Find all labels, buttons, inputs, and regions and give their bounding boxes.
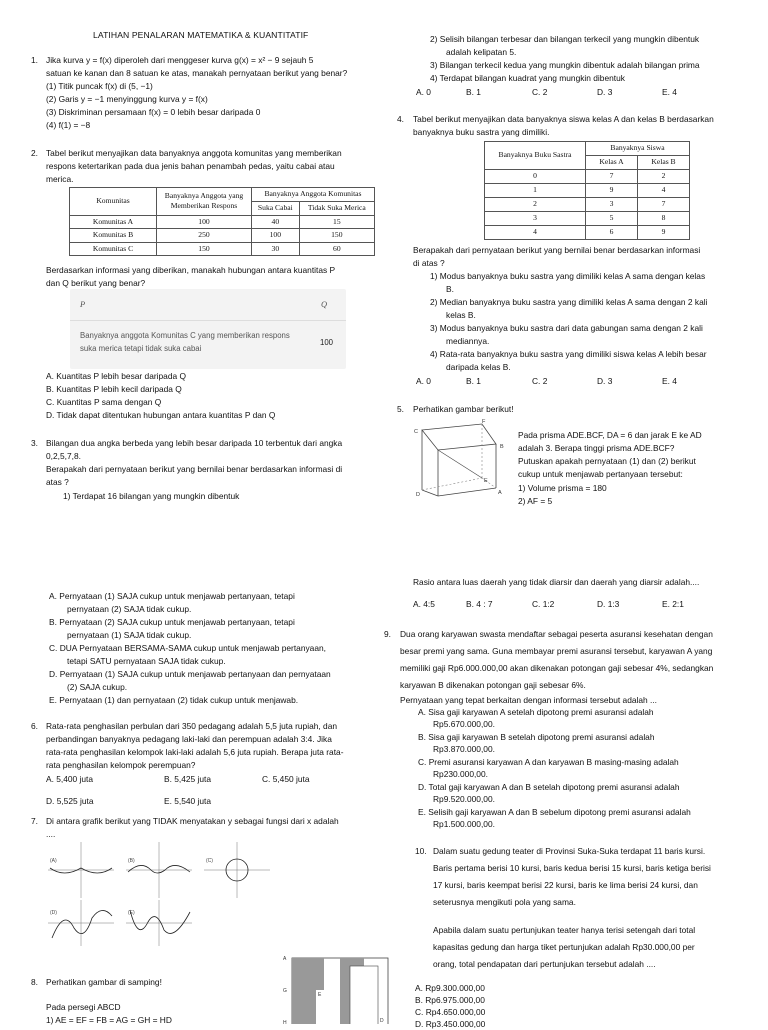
vertex-label: D [380,1018,384,1024]
option-c[interactable]: C. Rp4.650.000,00 [415,1007,486,1017]
question-text: Tabel berikut menyajikan data banyaknya siswa kelas A dan kelas B berdasarkan [413,114,714,124]
option-d[interactable]: D. Rp3.450.000,00 [415,1019,486,1029]
question-text: Perhatikan gambar berikut! [413,404,514,414]
table-cell: 4 [485,226,586,240]
option-b[interactable]: B. 1 [466,87,481,97]
option-a-cont: pernyataan (2) SAJA tidak cukup. [67,604,192,614]
statement-3: 3) Modus banyaknya buku sastra dari data gabungan sama dengan 2 kali [430,323,703,333]
question-text: Jika kurva y = f(x) diperoleh dari menggeser kurva g(x) = x² − 9 sejauh 5 [46,55,314,65]
table-cell: 150 [299,229,374,243]
option-d[interactable]: D. 1:3 [597,599,620,609]
question-number: 2. [31,148,38,158]
option-d[interactable]: D. 3 [597,87,613,97]
table-cell: 250 [157,229,252,243]
question-text: Bilangan dua angka berbeda yang lebih besar daripada 10 terbentuk dari angka [46,438,343,448]
table-cell: 100 [157,215,252,229]
option-b[interactable]: B. Pernyataan (2) SAJA cukup untuk menjawab pertanyaan, tetapi [49,617,295,627]
question-text: dan Q berikut yang benar? [46,278,146,288]
table-cell: 3 [586,198,638,212]
statement-1-cont: B. [446,284,454,294]
vertex-label: C [414,429,418,435]
table-row [485,170,690,184]
table-cell: 150 [157,242,252,256]
option-a-cont: Rp5.670.000,00. [433,719,495,729]
option-a[interactable]: A. Kuantitas P lebih besar daripada Q [46,371,186,381]
table-cell: 8 [637,212,689,226]
quantity-comparison-box [70,289,346,369]
statement-3: (3) Diskriminan persamaan f(x) = 0 lebih besar daripada 0 [46,107,261,117]
question-number: 5. [397,404,404,414]
question-text: Berdasarkan informasi yang diberikan, manakah hubungan antara kuantitas P [46,265,336,275]
question-number: 7. [31,816,38,826]
community-table [69,187,375,256]
table-row [70,229,375,243]
option-e[interactable]: E. Pernyataan (1) dan pernyataan (2) tidak cukup untuk menjawab. [49,695,299,705]
graph-label: (B) [128,858,135,864]
question-number: 3. [31,438,38,448]
question-text: Apabila dalam suatu pertunjukan teater hanya terisi setengah dari total [433,925,696,935]
question-text: karyawan B dikenakan potongan gaji sebesar 6%. [400,680,586,690]
table-row [70,242,375,256]
option-c[interactable]: C. Premi asuransi karyawan A dan karyawan B masing-masing adalah [418,757,679,767]
statement-1: 1) Terdapat 16 bilangan yang mungkin dibentuk [63,491,240,501]
question-text: Baris pertama berisi 10 kursi, baris kedua berisi 15 kursi, baris ketiga berisi [433,863,711,873]
prism-figure [410,418,516,502]
question-text: besar premi yang sama. Guna membayar premi asuransi tersebut, karyawan A yang [400,646,713,656]
option-b[interactable]: B. Kuantitas P lebih kecil daripada Q [46,384,182,394]
question-text: rata penghasilan kelompok perempuan? [46,760,196,770]
option-a[interactable]: A. Pernyataan (1) SAJA cukup untuk menjawab pertanyaan, tetapi [49,591,295,601]
table-header: Banyaknya Buku Sastra [485,142,586,170]
option-b[interactable]: B. Sisa gaji karyawan B setelah dipotong premi asuransi adalah [418,732,655,742]
page-title: LATIHAN PENALARAN MATEMATIKA & KUANTITATIF [93,30,309,40]
question-text: respons ketertarikan pada dua jenis bahan penambah pedas, yaitu cabai atau [46,161,335,171]
option-c[interactable]: C. 1:2 [532,599,555,609]
table-header: Suka Cabai [252,202,300,216]
question-number: 9. [384,629,391,639]
question-text: Di antara grafik berikut yang TIDAK menyatakan y sebagai fungsi dari x adalah [46,816,339,826]
table-cell: Komunitas B [70,229,157,243]
table-cell: 1 [485,184,586,198]
option-e[interactable]: E. 5,540 juta [164,796,212,806]
table-header: Kelas A [586,156,638,170]
table-cell: Komunitas C [70,242,157,256]
statement-1: (1) Titik puncak f(x) di (5, −1) [46,81,153,91]
question-text: Pada persegi ABCD [46,1002,121,1012]
question-number: 6. [31,721,38,731]
table-cell: 0 [485,170,586,184]
question-number: 10. [415,846,427,856]
statement-2: 2) Selisih bilangan terbesar dan bilangan terkecil yang mungkin dibentuk [430,34,700,44]
books-table [484,141,690,240]
statement-2: 2) Median banyaknya buku sastra yang dimiliki kelas A sama dengan 2 kali [430,297,708,307]
option-c-cont: Rp230.000,00. [433,769,488,779]
graph-label: (D) [50,910,57,916]
table-cell: 7 [586,170,638,184]
question-number: 4. [397,114,404,124]
quantity-p-label: P [80,300,86,309]
statement-4: 4) Terdapat bilangan kuadrat yang mungkin dibentuk [430,73,625,83]
option-a[interactable]: A. 4:5 [413,599,435,609]
question-text: Tabel berikut menyajikan data banyaknya anggota komunitas yang memberikan [46,148,342,158]
option-a[interactable]: A. Sisa gaji karyawan A setelah dipotong premi asuransi adalah [418,707,654,717]
table-row [485,226,690,240]
table-header: Tidak Suka Merica [299,202,374,216]
question-text: Putuskan apakah pernyataan (1) dan (2) berikut [518,456,696,466]
question-text: seterusnya mengikuti pola yang sama. [433,897,576,907]
option-d[interactable]: D. 3 [597,376,613,386]
statement-3: 3) Bilangan terkecil kedua yang mungkin dibentuk adalah bilangan prima [430,60,700,70]
option-c[interactable]: C. 2 [532,376,548,386]
table-cell: Komunitas A [70,215,157,229]
question-text: adalah 3. Berapa tinggi prisma ADE.BCF? [518,443,675,453]
table-cell: 100 [252,229,300,243]
option-a[interactable]: A. 5,400 juta [46,774,94,784]
question-text: Dua orang karyawan swasta mendaftar sebagai peserta asuransi kesehatan dengan [400,629,713,639]
question-text: di atas ? [413,258,445,268]
vertex-label: E [318,992,322,998]
question-text: memiliki gaji Rp6.000.000,00 akan dikenakan potongan gaji sebesar 4%, sedangkan [400,663,714,673]
option-d[interactable]: D. Total gaji karyawan A dan B setelah dipotong premi asuransi adalah [418,782,680,792]
question-text: perbandingan banyaknya pedagang laki-laki dan perempuan adalah 3:4. Jika [46,734,332,744]
statement-2-cont: adalah kelipatan 5. [446,47,517,57]
vertex-label: B [500,444,504,450]
vertex-label: G [283,988,287,994]
statement-3-cont: mediannya. [446,336,490,346]
table-cell: 30 [252,242,300,256]
option-d[interactable]: D. Pernyataan (1) SAJA cukup untuk menjawab pertanyaan dan pernyataan [49,669,331,679]
table-header: Banyaknya Anggota Komunitas [252,188,375,202]
table-cell: 6 [586,226,638,240]
option-e-cont: Rp1.500.000,00. [433,819,495,829]
table-row [70,215,375,229]
table-cell: 60 [299,242,374,256]
option-e[interactable]: E. 4 [662,376,677,386]
vertex-label: F [482,419,486,425]
function-graphs [44,838,274,948]
statement-2-cont: kelas B. [446,310,476,320]
question-text: kapasitas gedung dan harga tiket pertunjukan adalah Rp30.000,00 per [433,942,695,952]
option-e[interactable]: E. 2:1 [662,599,684,609]
quantity-q-label: Q [321,300,328,309]
question-text: Berapakah dari pernyataan berikut yang bernilai benar berdasarkan informasi [413,245,701,255]
table-cell: 9 [586,184,638,198]
option-c[interactable]: C. DUA Pernyataan BERSAMA-SAMA cukup untuk menjawab pertanyaan, [49,643,326,653]
table-cell: 4 [637,184,689,198]
divider [70,320,346,321]
table-cell: 15 [299,215,374,229]
option-b[interactable]: B. 1 [466,376,481,386]
question-text: Rata-rata penghasilan perbulan dari 350 pedagang adalah 5,5 juta rupiah, dan [46,721,338,731]
graph-label: (E) [128,910,135,916]
question-text: Pernyataan yang tepat berkaitan dengan informasi tersebut adalah ... [400,695,658,705]
option-b[interactable]: B. 5,425 juta [164,774,212,784]
table-row [485,198,690,212]
table-cell: 2 [485,198,586,212]
question-text: banyaknya buku sastra yang dimiliki. [413,127,550,137]
question-text: .... [46,829,56,839]
table-cell: 2 [637,170,689,184]
question-number: 1. [31,55,38,65]
table-row [485,184,690,198]
vertex-label: A [498,490,502,496]
question-number: 8. [31,977,38,987]
question-text: orang, total pendapatan dari pertunjukan tersebut adalah .... [433,959,656,969]
question-text: Dalam suatu gedung teater di Provinsi Suka-Suka terdapat 11 baris kursi. [433,846,706,856]
option-a[interactable]: A. Rp9.300.000,00 [415,983,485,993]
option-d-cont: (2) SAJA cukup. [67,682,128,692]
quantity-p-text: Banyaknya anggota Komunitas C yang memberikan respons [80,331,290,340]
vertex-label: D [416,492,420,498]
quantity-p-text: suka merica tetapi tidak suka cabai [80,344,202,353]
statement-4-cont: daripada kelas B. [446,362,511,372]
question-text: 0,2,5,7,8. [46,451,81,461]
vertex-label: H [283,1020,287,1024]
table-row [485,212,690,226]
table-cell: 7 [637,198,689,212]
option-d[interactable]: D. Tidak dapat ditentukan hubungan antara kuantitas P dan Q [46,410,276,420]
question-text: Rasio antara luas daerah yang tidak diarsir dan daerah yang diarsir adalah.... [413,577,700,587]
option-e[interactable]: E. 4 [662,87,677,97]
table-header: Kelas B [637,156,689,170]
vertex-label: A [283,956,287,962]
graph-label: (A) [50,858,57,864]
table-cell: 3 [485,212,586,226]
question-text: rata-rata penghasilan kelompok laki-laki adalah 5,6 juta rupiah. Berapa juta rata- [46,747,344,757]
question-text: atas ? [46,477,69,487]
option-a[interactable]: A. 0 [416,376,431,386]
option-b[interactable]: B. Rp6.975.000,00 [415,995,485,1005]
statement-4: (4) f(1) = −8 [46,120,91,130]
option-d[interactable]: D. 5,525 juta [46,796,94,806]
statement-1: 1) Volume prisma = 180 [518,483,607,493]
question-text: cukup untuk menjawab pertanyaan tersebut: [518,469,683,479]
square-figure [280,952,392,1024]
option-c[interactable]: C. 5,450 juta [262,774,310,784]
table-header: Komunitas [70,188,157,216]
question-text: merica. [46,174,74,184]
option-b-cont: Rp3.870.000,00. [433,744,495,754]
question-text: Perhatikan gambar di samping! [46,977,162,987]
quantity-q-value: 100 [320,338,334,347]
question-text: 17 kursi, baris keempat berisi 22 kursi, baris ke lima berisi 24 kursi, dan [433,880,698,890]
question-text: Pada prisma ADE.BCF, DA = 6 dan jarak E ke AD [518,430,702,440]
table-cell: 5 [586,212,638,226]
graph-label: (C) [206,858,213,864]
statement-1: 1) Modus banyaknya buku sastra yang dimiliki kelas A sama dengan kelas [430,271,706,281]
question-text: satuan ke kanan dan 8 satuan ke atas, manakah pernyataan berikut yang benar? [46,68,348,78]
table-cell: 9 [637,226,689,240]
table-header: Banyaknya Anggota yang Memberikan Respons [157,188,252,216]
option-a[interactable]: A. 0 [416,87,431,97]
statement-2: 2) AF = 5 [518,496,553,506]
statement-2: (2) Garis y = −1 menyinggung kurva y = f(x) [46,94,208,104]
option-c[interactable]: C. Kuantitas P sama dengan Q [46,397,162,407]
option-b[interactable]: B. 4 : 7 [466,599,493,609]
table-cell: 40 [252,215,300,229]
statement-4: 4) Rata-rata banyaknya buku sastra yang dimiliki siswa kelas A lebih besar [430,349,707,359]
option-b-cont: pernyataan (1) SAJA tidak cukup. [67,630,192,640]
option-e[interactable]: E. Selisih gaji karyawan A dan B sebelum dipotong premi asuransi adalah [418,807,691,817]
vertex-label: E [484,478,488,484]
statement-1: 1) AE = EF = FB = AG = GH = HD [46,1015,172,1025]
table-header: Banyaknya Siswa [586,142,690,156]
option-d-cont: Rp9.520.000,00. [433,794,495,804]
option-c-cont: tetapi SATU pernyataan SAJA tidak cukup. [67,656,226,666]
option-c[interactable]: C. 2 [532,87,548,97]
question-text: Berapakah dari pernyataan berikut yang bernilai benar berdasarkan informasi di [46,464,343,474]
